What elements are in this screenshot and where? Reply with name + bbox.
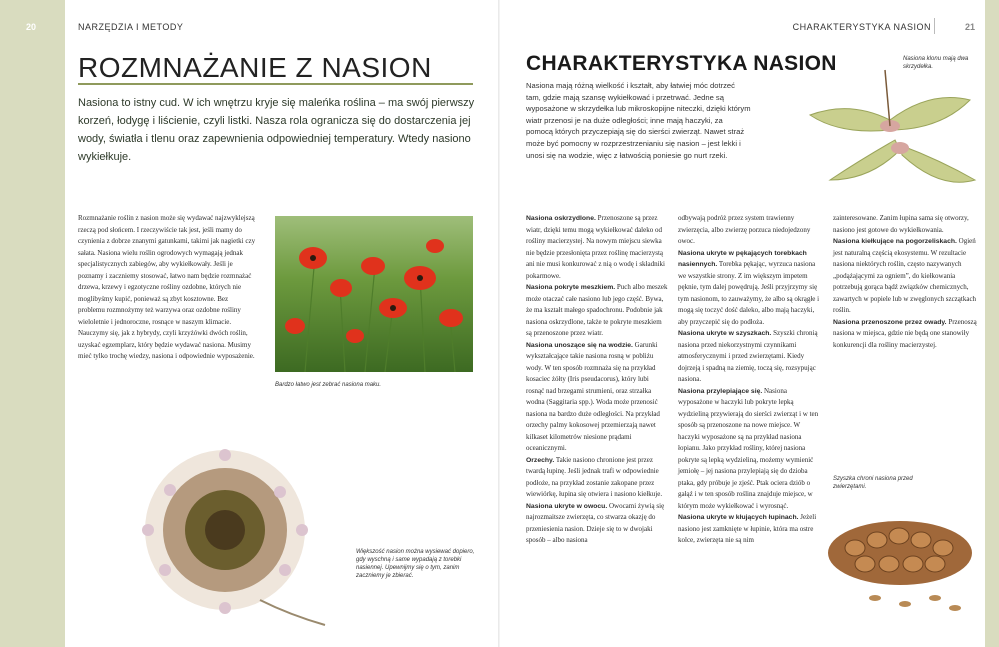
intro-paragraph: Nasiona mają różną wielkość i kształt, aby łatwiej móc dotrzeć tam, gdzie mają szansę wykiełkować i przetrwać. Jedne są wyposażone w skrzydełka lub mikroskopijne niteczki, dzięki którym wiatr przenosi je na duże odległości; inne mają haczyki, za pomocą których przyczepiają się do sierści zwierząt. Nawet straż może być pomocny w rozprzestrzenianiu się nasion – jest lekki i unosi się na wodzie, więc z łatwością poniesie go nurt rzeki.	[526, 81, 751, 160]
body-paragraph: Nasiona oskrzydlone. Przenoszone są przez wiatr, dzięki temu mogą wykiełkować daleko od rośliny macierzystej. Na nowym miejscu siewka nie będzie przesłonięta przez roślinę macierzystą ani nie musi konkurować z nią o wodę i składniki pokarmowe.	[526, 214, 665, 280]
pinecone-caption: Szyszka chroni nasiona przed zwierzętami.	[833, 476, 913, 490]
body-paragraph: Nasiona pokryte meszkiem. Puch albo meszek może otaczać całe nasiono lub jego część. Bywa, że ma kształt małego spadochronu. Podobnie jak nasiona oskrzydlone, także te pokryte meszkiem są przenoszone przez wiatr.	[526, 283, 668, 337]
left-page-title: ROZMNAŻANIE Z NASION	[78, 52, 432, 83]
body-paragraph: Nasiona ukryte w pękających torebkach nasiennych. Torebka pękając, wyrzuca nasiona we wszystkie strony. Z im większym impetem pęknie, tym dalej powędrują. Jeśli przyjrzymy się tym nasionom, to zauważymy, że albo są okrągłe i mogą się toczyć dość daleko, albo mają haczyki, aby przyczepić się do podłoża.	[678, 249, 820, 326]
body-paragraph: odbywają podróż przez system trawienny zwierzęcia, albo zwierzę porzuca niedojedzony owoc.	[678, 214, 811, 245]
body-paragraph: Orzechy. Takie nasiono chronione jest przez twardą łupinę. Jeśli jednak trafi w odpowiednie podłoże, na przykład zostanie zakopane przez wiewiórkę, łupina się otwiera i nasiono kiełkuje.	[526, 455, 663, 498]
pinecone-photo	[815, 498, 985, 618]
right-body-column-2	[678, 213, 820, 547]
right-body-column-1	[526, 213, 668, 547]
left-body-column	[78, 213, 256, 363]
poppy-caption: Bardzo łatwo jest zebrać nasiona maku.	[275, 382, 382, 388]
body-paragraph: Nasiona ukryte w kłujących łupinach. Jeżeli nasiono jest zamknięte w łupinie, która ma ostre kolce, zwierzęta nie są nim	[678, 513, 817, 544]
left-margin-strip	[0, 0, 65, 647]
body-paragraph: Nasiona unoszące się na wodzie. Garunki wykształcające takie nasiona rosną w pobliżu wody. W ten sposób rozmnaża się na przykład kosaciec żółty (Iris pseudacorus), który lubi rosnąć nad brzegami strumieni, oraz strzałka wodna (Saggitaria spp.). Woda może przenosić nasiona na bardzo duże odległości. Na przykład orzechy palmy kokosowej przemierzają nawet kilkaset kilometrów niesione prądami oceanicznymi.	[526, 340, 660, 452]
maple-caption: Nasiona klonu mają dwa skrzydełka.	[903, 56, 969, 70]
body-paragraph: zainteresowane. Zanim łupina sama się otworzy, nasiono jest gotowe do wykiełkowania.	[833, 214, 969, 234]
right-page-title: CHARAKTERYSTYKA NASION	[526, 52, 837, 75]
header-separator	[934, 18, 935, 34]
right-body-column-3	[833, 213, 983, 351]
right-page-number: 21	[964, 22, 975, 32]
lead-paragraph: Nasiona to istny cud. W ich wnętrzu kryje się maleńka roślina – ma swój pierwszy korzeń, łodygę i liścienie, czyli listki. Nasza rola ogranicza się do dostarczenia jej wody, światła i tlenu oraz zapewnienia odpowiedniej temperatury. Wtedy nasiono wykiełkuje.	[78, 97, 475, 163]
right-running-header: CHARAKTERYSTYKA NASION	[792, 22, 931, 32]
body-paragraph: Nasiona ukryte w owocu. Owocami żywią się najrozmaitsze zwierzęta, co stwarza okazję do przeniesienia nasion. Dzieje się to w dwojaki sposób – albo nasiona	[526, 501, 665, 544]
body-paragraph: Nasiona przylepiające się. Nasiona wyposażone w haczyki lub pokryte lepką wydzieliną przywierają do sierści zwierząt i w ten sposób są przenoszone na nowe miejsce. W haczyki wyposażone są na przykład nasiona łopianu. Jako przykład rośliny, której nasiona pokryte są lepką wydzieliną, możemy wymienić jemiołę – jej nasiona przylepiają się do dzioba ptaka, gdy próbuje je zjeść. Ptak ociera dziób o gałąź i w ten sposób roślina znajduje miejsce, w którym może wykiełkować i wyrosnąć.	[678, 386, 819, 510]
left-running-header: NARZĘDZIA I METODY	[78, 22, 184, 32]
body-paragraph: Nasiona przenoszone przez owady. Przenoszą nasiona w miejsca, gdzie nie będą one stanowiły konkurencji dla rośliny macierzystej.	[833, 317, 977, 349]
page-fold	[498, 0, 500, 647]
left-page-number: 20	[26, 22, 37, 32]
seedhead-caption: Większość nasion można wysiewać dopiero, gdy wyschną i same wypadają z torebki nasiennej. Upewnijmy się o tym, zanim zaczniemy je zbierać.	[356, 549, 475, 579]
title-rule	[78, 83, 473, 85]
poppy-field-photo	[275, 216, 473, 372]
body-paragraph: Nasiona kiełkujące na pogorzeliskach. Ogień jest naturalną częścią ekosystemu. W rezultacie nasiona niektórych roślin, często nazywanych „podążającymi za ogniem”, do kiełkowania potrzebują gorąca bądź związków chemicznych, zawartych w popiele lub w zwęglonych szczątkach roślin.	[833, 237, 977, 314]
wild-carrot-seedhead-photo	[110, 430, 340, 630]
body-paragraph: Nasiona ukryte w szyszkach. Szyszki chronią nasiona przed niekorzystnymi czynnikami atmosferycznymi i przed zwierzętami. Kiedy dojrzeją i spadną na ziemię, toczą się, rozsypując nasiona.	[678, 329, 818, 383]
maple-seeds-photo	[790, 60, 990, 200]
body-paragraph: Rozmnażanie roślin z nasion może się wydawać najzwyklejszą rzeczą pod słońcem. I rzeczywiście tak jest, jeśli mamy do czynienia z dobrze znanymi gatunkami, takimi jak nagietki czy sałata. Nasiona wielu roślin ogrodowych wymagają jednak specjalistycznych zabiegów, aby wykiełkowały. Jeśli je poznamy i zaczniemy stosować, łatwo nam będzie rozmnażać drzewa, krzewy i egzotyczne rośliny ozdobne, których nie moglibyśmy kupić, ponieważ są zbyt kosztowne. Bez problemu rozmnożymy też warzywa oraz ozdobne rośliny wieloletnie i jednoroczne, rosnące w naszym klimacie. Nauczymy się, jak z hybrydy, czyli krzyżówki dwóch roślin, uzyskać egzemplarz, który będzie wydawać nasiona. Musimy mieć tylko trochę wiedzy, nasiona i odpowiednie wyposażenie.	[78, 214, 256, 360]
